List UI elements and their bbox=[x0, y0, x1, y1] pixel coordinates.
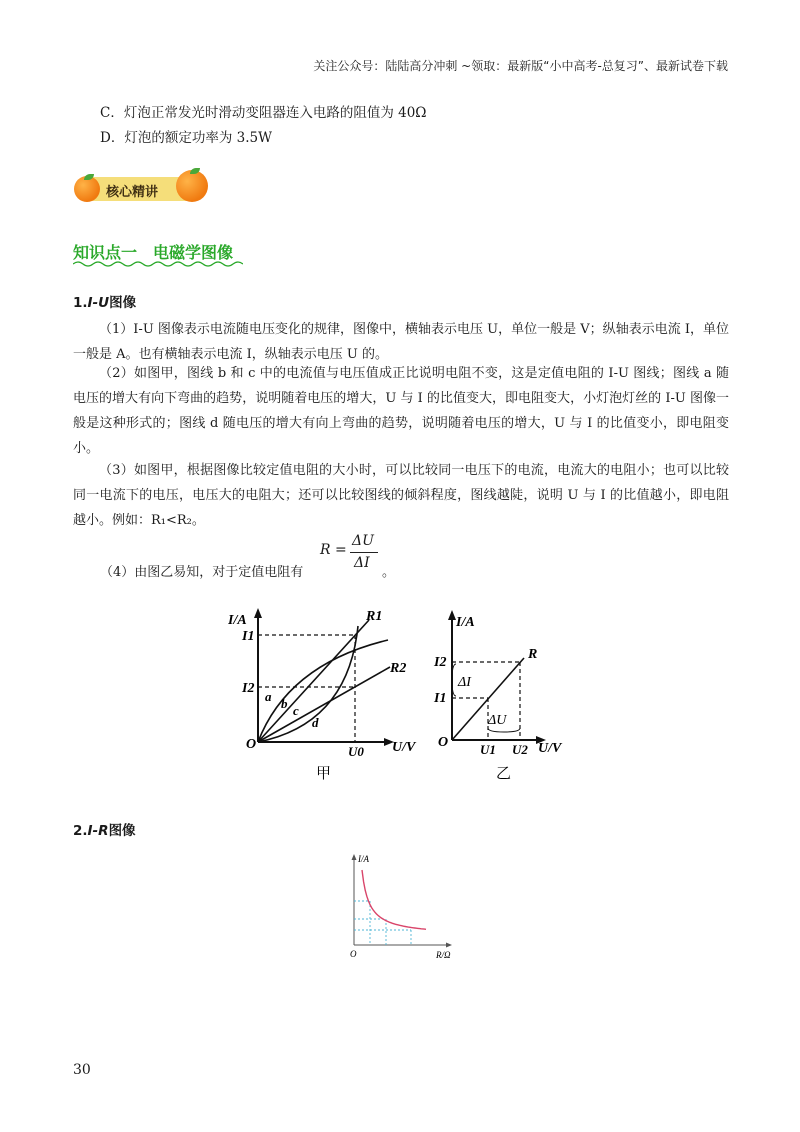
jia-ylabel: I/A bbox=[228, 613, 247, 628]
formula-lhs: R = bbox=[320, 542, 347, 558]
delta-u-brace bbox=[488, 728, 520, 732]
formula-bar bbox=[350, 552, 378, 553]
yi-u2: U2 bbox=[512, 742, 528, 757]
paragraph-1: （1）I-U 图像表示电流随电压变化的规律，图像中，横轴表示电压 U，单位一般是 V；纵轴表示电流 I，单位一般是 A。也有横轴表示电流 I，纵轴表示电压 U 的。 bbox=[73, 322, 729, 362]
y-axis-arrow bbox=[254, 608, 262, 618]
subheading-suffix: 图像 bbox=[108, 823, 136, 839]
jia-r2: R2 bbox=[390, 661, 407, 676]
yi-delta-i: ΔI bbox=[458, 675, 471, 690]
section-title-underline bbox=[73, 260, 243, 268]
jia-caption: 甲 bbox=[316, 766, 332, 782]
core-lecture-badge bbox=[72, 168, 208, 208]
jia-i1: I1 bbox=[242, 629, 255, 644]
jia-c: c bbox=[293, 703, 299, 718]
yi-origin: O bbox=[438, 735, 449, 750]
subheading-suffix: 图像 bbox=[109, 295, 137, 311]
y-axis-arrow bbox=[352, 854, 357, 860]
ir-ylabel: I/A bbox=[358, 854, 369, 864]
paragraph-3: （3）如图甲，根据图像比较定值电阻的大小时，可以比较同一电压下的电流，电流大的电阻小；也可以比较同一电流下的电压，电压大的电阻大；还可以比较图线的倾斜程度，图线越陡，说明 U 与 I 的比值越小，即电阻越小。例如：R₁<R₂。 bbox=[73, 463, 729, 528]
yi-xlabel: U/V bbox=[538, 741, 562, 756]
ir-origin: O bbox=[350, 949, 357, 959]
yi-caption: 乙 bbox=[496, 766, 512, 782]
badge-label: 核心精讲 bbox=[106, 185, 159, 200]
y-axis-arrow bbox=[448, 610, 456, 620]
subheading-var: I-U bbox=[87, 295, 110, 311]
page-header: 关注公众号：陆陆高分冲刺 ~领取：最新版“小中高考-总复习”、最新试卷下载 bbox=[313, 59, 728, 73]
formula-denominator: ΔI bbox=[354, 555, 370, 571]
page-number: 30 bbox=[73, 1062, 91, 1078]
yi-i2: I2 bbox=[434, 655, 447, 670]
figure-yi bbox=[430, 606, 580, 784]
curve-a bbox=[258, 640, 388, 742]
option-d: D．灯泡的额定功率为 3.5W bbox=[100, 130, 272, 146]
paragraph-4-suffix: 。 bbox=[382, 565, 396, 580]
subheading-number: 1. bbox=[73, 295, 88, 311]
x-axis-arrow bbox=[446, 943, 452, 948]
subheading-number: 2. bbox=[73, 823, 88, 839]
subheading-ir bbox=[73, 819, 136, 839]
jia-b: b bbox=[281, 696, 288, 711]
jia-u0: U0 bbox=[348, 744, 364, 759]
jia-xlabel: U/V bbox=[392, 740, 416, 755]
inverse-curve bbox=[362, 870, 426, 929]
subheading-iu bbox=[73, 291, 136, 311]
ir-xlabel: R/Ω bbox=[436, 950, 451, 960]
jia-origin: O bbox=[246, 737, 257, 752]
orange-icon bbox=[176, 170, 208, 202]
subheading-var: I-R bbox=[87, 823, 109, 839]
ir-grid bbox=[354, 901, 411, 945]
option-c: C．灯泡正常发光时滑动变阻器连入电路的阻值为 40Ω bbox=[100, 105, 427, 121]
paragraph-4-prefix: （4）由图乙易知，对于定值电阻有 bbox=[100, 565, 304, 580]
figure-jia bbox=[228, 604, 424, 784]
yi-u1: U1 bbox=[480, 742, 496, 757]
formula-numerator: ΔU bbox=[352, 533, 374, 549]
yi-delta-u: ΔU bbox=[488, 713, 507, 728]
yi-i1: I1 bbox=[434, 691, 447, 706]
section-title: 知识点一 电磁学图像 bbox=[73, 243, 234, 262]
jia-d: d bbox=[312, 715, 319, 730]
jia-a: a bbox=[265, 689, 272, 704]
figure-ir bbox=[336, 850, 466, 962]
yi-ylabel: I/A bbox=[456, 615, 475, 630]
yi-r: R bbox=[528, 647, 538, 662]
jia-i2: I2 bbox=[242, 681, 255, 696]
jia-r1: R1 bbox=[366, 609, 383, 624]
paragraph-2: （2）如图甲，图线 b 和 c 中的电流值与电压值成正比说明电阻不变，这是定值电阻的 I-U 图线；图线 a 随电压的增大有向下弯曲的趋势，说明随着电压的增大，U 与 I 的比值变大，即电阻变大，小灯泡灯丝的 I-U 图像一般是这种形式的；图线 d 随电压的增大有向上弯曲的趋势，说明随着电压的增大，U 与 I 的比值变小，即电阻变小。 bbox=[73, 366, 729, 456]
paragraph-4 bbox=[100, 561, 303, 580]
